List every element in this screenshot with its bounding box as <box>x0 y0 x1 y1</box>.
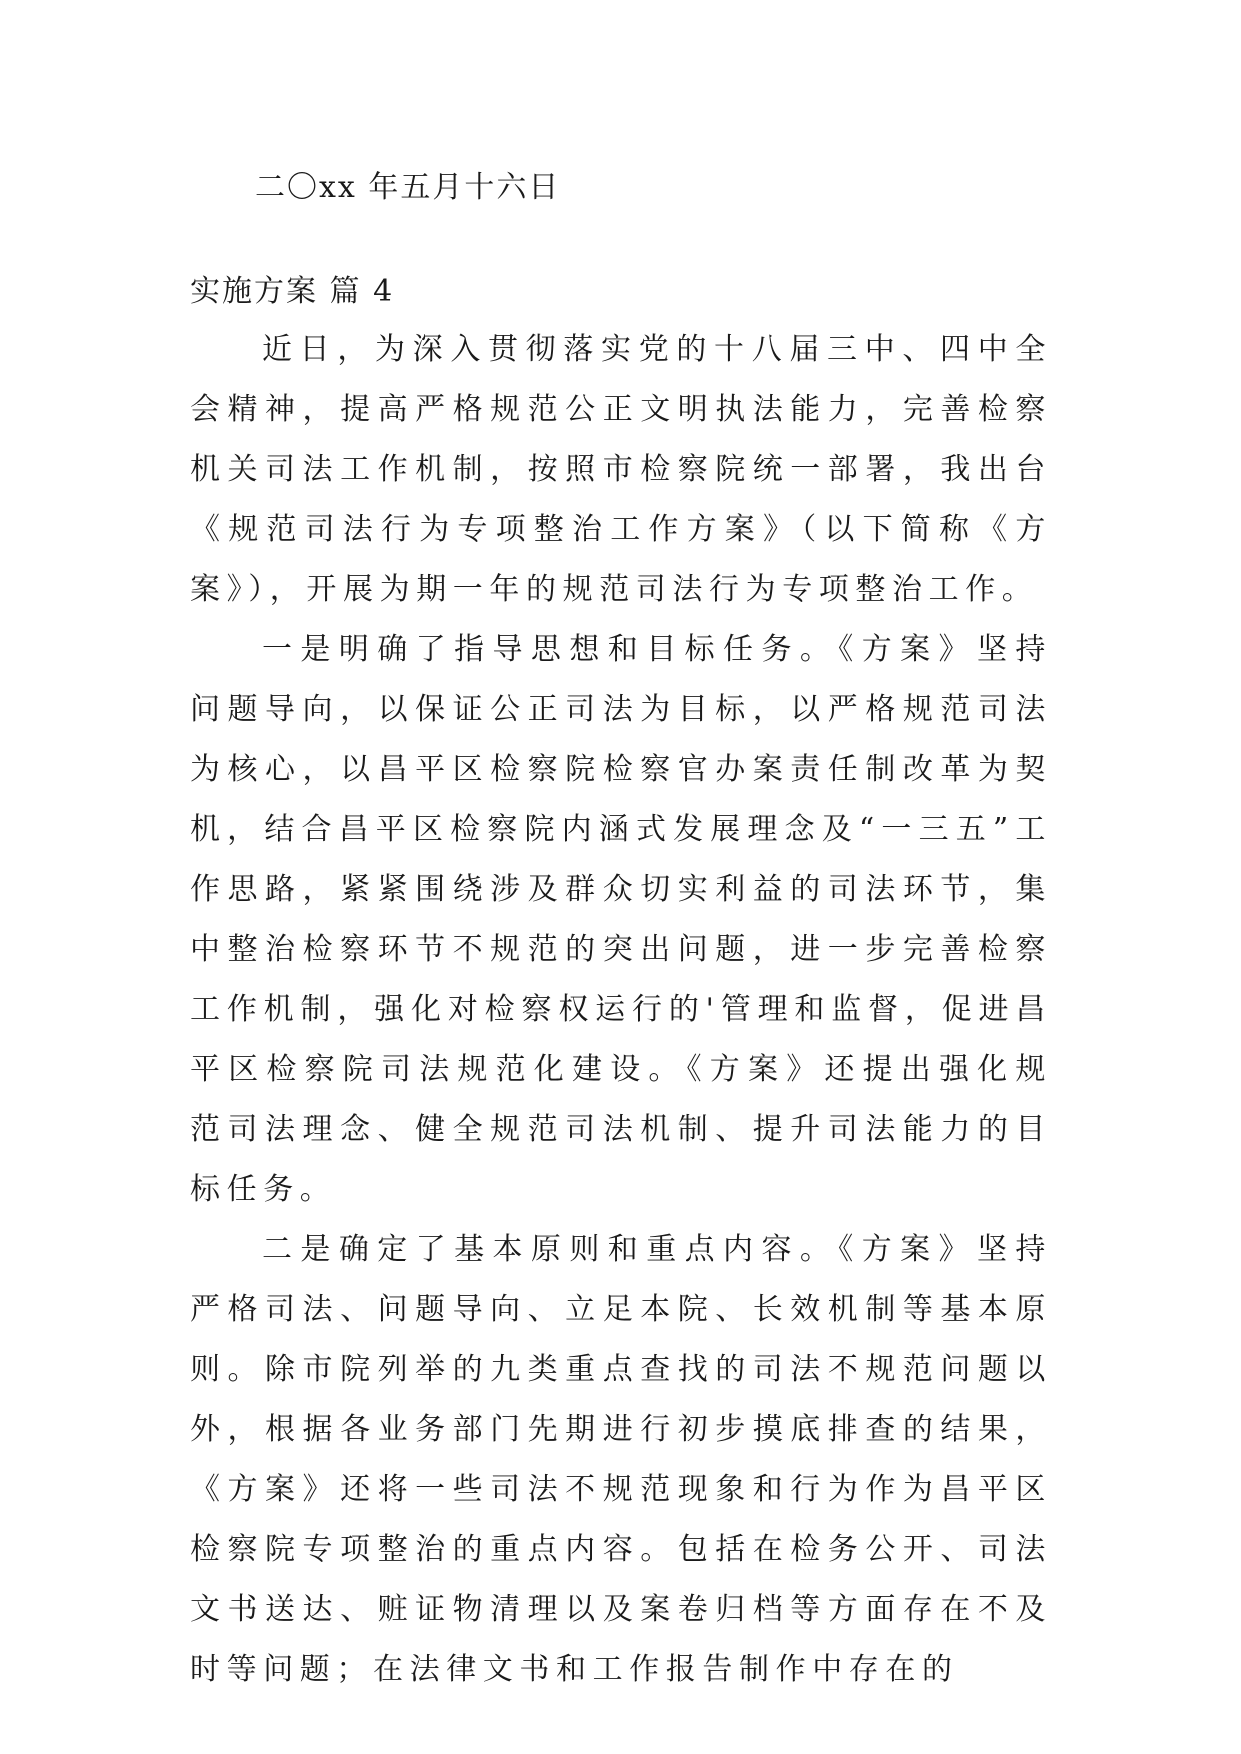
paragraph-intro: 近日，为深入贯彻落实党的十八届三中、四中全会精神，提高严格规范公正文明执法能力，完善检察机关司法工作机制，按照市检察院统一部署，我出台《规范司法行为专项整治工作方案》（以下简称《方案》），开展为期一年的规范司法行为专项整治工作。 <box>190 332 1052 607</box>
section-heading: 实施方案 篇 4 <box>190 274 395 309</box>
date-line: 二〇xx 年五月十六日 <box>255 170 561 205</box>
body-text <box>190 320 1052 1700</box>
paragraph-point-two: 二是确定了基本原则和重点内容。《方案》坚持严格司法、问题导向、立足本院、长效机制等基本原则。除市院列举的九类重点查找的司法不规范问题以外，根据各业务部门先期进行初步摸底排查的结果，《方案》还将一些司法不规范现象和行为作为昌平区检察院专项整治的重点内容。包括在检务公开、司法文书送达、赃证物清理以及案卷归档等方面存在不及时等问题；在法律文书和工作报告制作中存在的 <box>190 1232 1052 1687</box>
paragraph-point-one: 一是明确了指导思想和目标任务。《方案》坚持问题导向，以保证公正司法为目标，以严格规范司法为核心，以昌平区检察院检察官办案责任制改革为契机，结合昌平区检察院内涵式发展理念及“一三五”工作思路，紧紧围绕涉及群众切实利益的司法环节，集中整治检察环节不规范的突出问题，进一步完善检察工作机制，强化对检察权运行的'管理和监督，促进昌平区检察院司法规范化建设。《方案》还提出强化规范司法理念、健全规范司法机制、提升司法能力的目标任务。 <box>190 632 1052 1207</box>
